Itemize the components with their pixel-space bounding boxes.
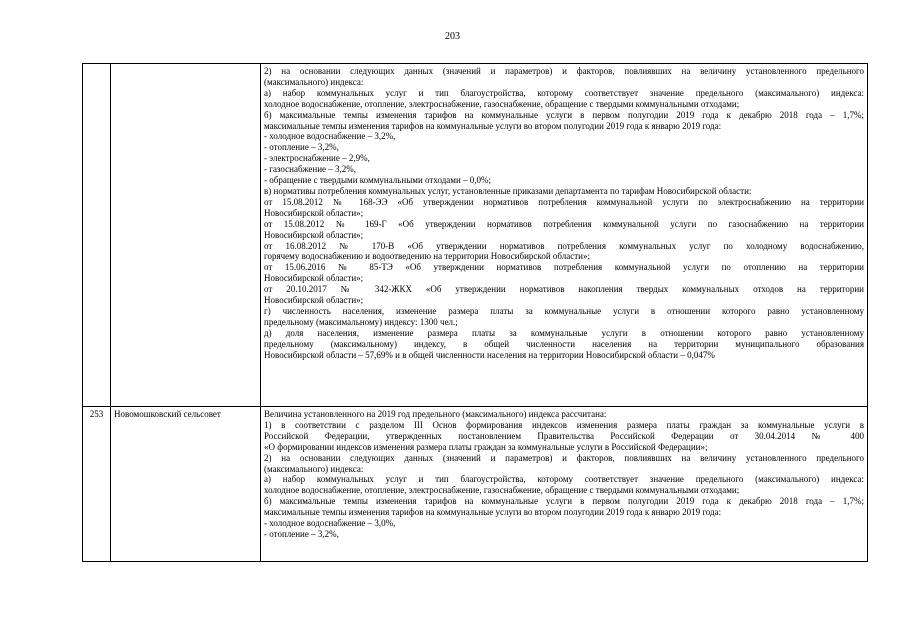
description-line: 2) на основании следующих данных (значений и параметров) и факторов, повлиявших на величину установленного предельного bbox=[264, 452, 864, 463]
index-description-cell bbox=[261, 407, 868, 562]
description-line: горячему водоснабжению и водоотведению на территории Новосибирской области»; bbox=[264, 251, 590, 262]
description-line: «О формировании индексов изменения размера платы граждан за коммунальные услуги в Российской Федерации»; bbox=[264, 441, 708, 452]
municipality-name-cell: Новомошковский сельсовет bbox=[111, 407, 261, 562]
description-line: предельному (максимальному) индексу: 1300 чел.; bbox=[264, 316, 458, 327]
description-line: Величина установленного на 2019 год предельного (максимального) индекса рассчитана: bbox=[264, 409, 607, 419]
description-line: холодное водоснабжение, отопление, электроснабжение, газоснабжение, обращение с твердыми коммунальными отходами; bbox=[264, 485, 740, 496]
description-line: - отопление – 3,2%, bbox=[264, 142, 339, 153]
table-row bbox=[83, 64, 868, 407]
description-line: от 20.10.2017 № 342-ЖКХ «Об утверждении нормативов накопления твердых коммунальных отходов на территории bbox=[264, 284, 864, 295]
tariff-index-table bbox=[82, 63, 868, 562]
description-line: а) набор коммунальных услуг и тип благоустройства, которому соответствует значение предельного (максимального) индекса: bbox=[264, 87, 864, 98]
description-line: б) максимальные темпы изменения тарифов на коммунальные услуги в первом полугодии 2019 года к декабрю 2018 года – 1,7%; bbox=[264, 496, 864, 507]
description-line: предельному (максимальному) индексу, в общей численности населения на территории муниципального образования bbox=[264, 338, 864, 349]
row-number-cell: 253 bbox=[83, 407, 111, 562]
description-line: - холодное водоснабжение – 3,0%, bbox=[264, 518, 396, 529]
description-line: от 15.06.2016 № 85-ТЭ «Об утверждении нормативов потребления коммунальной услуги по отоплению на территории bbox=[264, 262, 864, 273]
page-number: 203 bbox=[445, 31, 460, 42]
description-line: 1) в соответствии с разделом III Основ формирования индексов изменения размера платы граждан за коммунальные услуги в bbox=[264, 419, 864, 430]
description-line: г) численность населения, изменение размера платы за коммунальные услуги в отношении которого равно установленному bbox=[264, 305, 864, 316]
description-line: от 15.08.2012 № 169-Г «Об утверждении нормативов потребления коммунальной услуги по газоснабжению на территории bbox=[264, 218, 864, 229]
description-line: Российской Федерации, утвержденных постановлением Правительства Российской Федерации от 30.04.2014 № 400 bbox=[264, 430, 864, 441]
description-line: Новосибирской области – 57,69% и в общей численности населения на территории Новосибирской области – 0,047% bbox=[264, 349, 715, 360]
description-line: от 15.08.2012 № 168-ЭЭ «Об утверждении нормативов потребления коммунальной услуги по электроснабжению на территории bbox=[264, 196, 864, 207]
description-line: максимальные темпы изменения тарифов на коммунальные услуги во втором полугодии 2019 года к январю 2019 года: bbox=[264, 120, 722, 131]
description-line: Новосибирской области»; bbox=[264, 207, 364, 218]
description-line: а) набор коммунальных услуг и тип благоустройства, которому соответствует значение предельного (максимального) индекса: bbox=[264, 474, 864, 485]
description-line: - электроснабжение – 2,9%, bbox=[264, 153, 370, 164]
description-line: Новосибирской области»; bbox=[264, 273, 364, 284]
row-number-cell bbox=[83, 64, 111, 407]
description-line: (максимального) индекса: bbox=[264, 463, 364, 474]
description-line: б) максимальные темпы изменения тарифов на коммунальные услуги в первом полугодии 2019 года к декабрю 2018 года – 1,7%; bbox=[264, 109, 864, 120]
description-line: 2) на основании следующих данных (значений и параметров) и факторов, повлиявших на величину установленного предельного bbox=[264, 66, 864, 76]
description-line: - холодное водоснабжение – 3,2%, bbox=[264, 131, 396, 142]
description-line: д) доля населения, изменение размера платы за коммунальные услуги в отношении которого равно установленному bbox=[264, 327, 864, 338]
description-line: Новосибирской области»; bbox=[264, 295, 364, 306]
table-row bbox=[83, 407, 868, 562]
description-line: - обращение с твердыми коммунальными отходами – 0,0%; bbox=[264, 175, 492, 186]
description-line: (максимального) индекса: bbox=[264, 76, 364, 87]
description-line: максимальные темпы изменения тарифов на коммунальные услуги во втором полугодии 2019 года к январю 2019 года: bbox=[264, 507, 722, 518]
description-line: - отопление – 3,2%, bbox=[264, 528, 339, 539]
municipality-name-cell bbox=[111, 64, 261, 407]
index-description-cell bbox=[261, 64, 868, 407]
description-line: - газоснабжение – 3,2%, bbox=[264, 164, 357, 175]
description-line: в) нормативы потребления коммунальных услуг, установленные приказами департамента по тарифам Новосибирской области: bbox=[264, 185, 752, 196]
description-line: от 16.08.2012 № 170-В «Об утверждении нормативов потребления коммунальных услуг по холодному водоснабжению, bbox=[264, 240, 864, 251]
description-line: Новосибирской области»; bbox=[264, 229, 364, 240]
description-line: холодное водоснабжение, отопление, электроснабжение, газоснабжение, обращение с твердыми коммунальными отходами; bbox=[264, 98, 740, 109]
